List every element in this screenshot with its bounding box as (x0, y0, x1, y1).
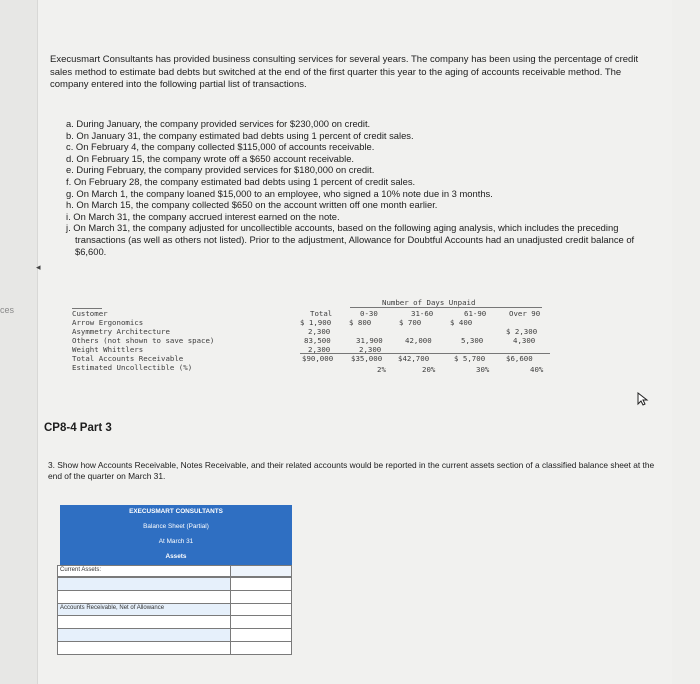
percent-cell: 2% (377, 365, 386, 374)
customer-cell: Others (not shown to save space) (72, 336, 215, 345)
transaction-item: j. On March 31, the company adjusted for uncollectible accounts, based on the following aging analysis, which includes the preceding transactions (as well as others not listed). Prior to the adjustment, Allowance for Doubtful Accounts had an unadjusted credit balance of $6,600. (66, 222, 635, 257)
current-question-marker-icon: ◂ (36, 262, 41, 272)
transaction-item: f. On February 28, the company estimated bad debts using 1 percent of credit sales. (66, 175, 416, 187)
amount-input[interactable] (230, 615, 292, 629)
amount-cell: $42,700 (398, 354, 430, 363)
current-assets-row (57, 565, 232, 577)
account-select[interactable] (57, 628, 232, 642)
amount-input[interactable] (230, 590, 292, 604)
column-header-0-30: 0-30 (360, 309, 378, 318)
left-panel (0, 0, 38, 684)
amount-cell: $ 2,300 (506, 327, 538, 336)
amount-cell: $ 700 (399, 318, 422, 327)
statement-date: At March 31 (158, 538, 194, 545)
customer-cell: Arrow Ergonomics (72, 318, 144, 327)
column-header-total: Total (310, 309, 333, 318)
customer-cell: Total Accounts Receivable (72, 354, 184, 363)
group-header: Number of Days Unpaid (382, 298, 476, 307)
question-text: 3. Show how Accounts Receivable, Notes Receivable, and their related accounts would be reported in the current assets section of a classified balance sheet at the end of the quarter on March 31. (48, 460, 655, 481)
amount-cell: $6,600 (506, 354, 533, 363)
section-label: Assets (165, 553, 187, 560)
amount-cell: $35,000 (351, 354, 383, 363)
company-name: EXECUSMART CONSULTANTS (129, 508, 223, 515)
current-assets-label: Current Assets: (60, 567, 102, 573)
amount-cell: 31,900 (356, 336, 383, 345)
amount-cell: $ 800 (349, 318, 372, 327)
percent-cell: 20% (422, 365, 436, 374)
total-cell: 2,300 (308, 327, 331, 336)
account-select[interactable] (57, 590, 232, 604)
current-assets-amount (230, 565, 292, 577)
percent-cell: 30% (476, 365, 490, 374)
column-header-over-90: Over 90 (509, 309, 541, 318)
total-cell: 2,300 (308, 345, 331, 354)
aging-schedule (72, 298, 547, 378)
transaction-item: a. During January, the company provided services for $230,000 on credit. (66, 118, 371, 129)
amount-input[interactable] (230, 641, 292, 655)
percent-cell: 40% (530, 365, 544, 374)
total-cell: 83,500 (304, 336, 331, 345)
column-header-31-60: 31-60 (411, 309, 434, 318)
right-panel (672, 0, 700, 684)
amount-cell: 2,300 (359, 345, 382, 354)
customer-cell: Estimated Uncollectible (%) (72, 363, 193, 372)
ar-net-label: Accounts Receivable, Net of Allowance (60, 605, 165, 611)
transaction-item: c. On February 4, the company collected $115,000 of accounts receivable. (66, 141, 375, 153)
part-title: CP8-4 Part 3 (44, 422, 112, 434)
account-select[interactable] (57, 577, 232, 591)
customer-cell: Asymmetry Architecture (72, 327, 170, 336)
total-cell: $ 1,900 (300, 318, 332, 327)
amount-input[interactable] (230, 628, 292, 642)
transaction-item: b. On January 31, the company estimated bad debts using 1 percent of credit sales. (66, 129, 414, 141)
amount-input[interactable] (230, 577, 292, 591)
amount-cell: 4,300 (513, 336, 536, 345)
transaction-list (66, 118, 656, 257)
mouse-cursor-icon (636, 392, 650, 406)
amount-cell: $ 5,700 (454, 354, 486, 363)
statement-title: Balance Sheet (Partial) (143, 523, 209, 530)
balance-sheet-header (60, 505, 292, 565)
transaction-item: e. During February, the company provided services for $180,000 on credit. (66, 164, 375, 176)
side-label: ces (0, 305, 15, 315)
amount-cell: $ 400 (450, 318, 473, 327)
amount-cell: 42,000 (405, 336, 432, 345)
customer-cell: Weight Whittlers (72, 345, 144, 354)
account-select[interactable] (57, 615, 232, 629)
transaction-item: h. On March 15, the company collected $650 on the account written off one month earlier. (66, 199, 438, 211)
problem-intro: Execusmart Consultants has provided business consulting services for several years. The company has been using the percentage of credit sales method to estimate bad debts but switched at the end of the first quarter this year to the aging of accounts receivable method. The company entered into the following partial list of transactions. (50, 54, 639, 90)
account-select[interactable] (57, 641, 232, 655)
total-cell: $90,000 (302, 354, 334, 363)
transaction-item: i. On March 31, the company accrued interest earned on the note. (66, 210, 340, 222)
transaction-item: d. On February 15, the company wrote off a $650 account receivable. (66, 152, 355, 164)
transaction-item: g. On March 1, the company loaned $15,000 to an employee, who signed a 10% note due in 3 months. (66, 187, 493, 199)
column-header-61-90: 61-90 (464, 309, 487, 318)
amount-cell: 5,300 (461, 336, 484, 345)
column-header-customer: Customer (72, 309, 108, 318)
